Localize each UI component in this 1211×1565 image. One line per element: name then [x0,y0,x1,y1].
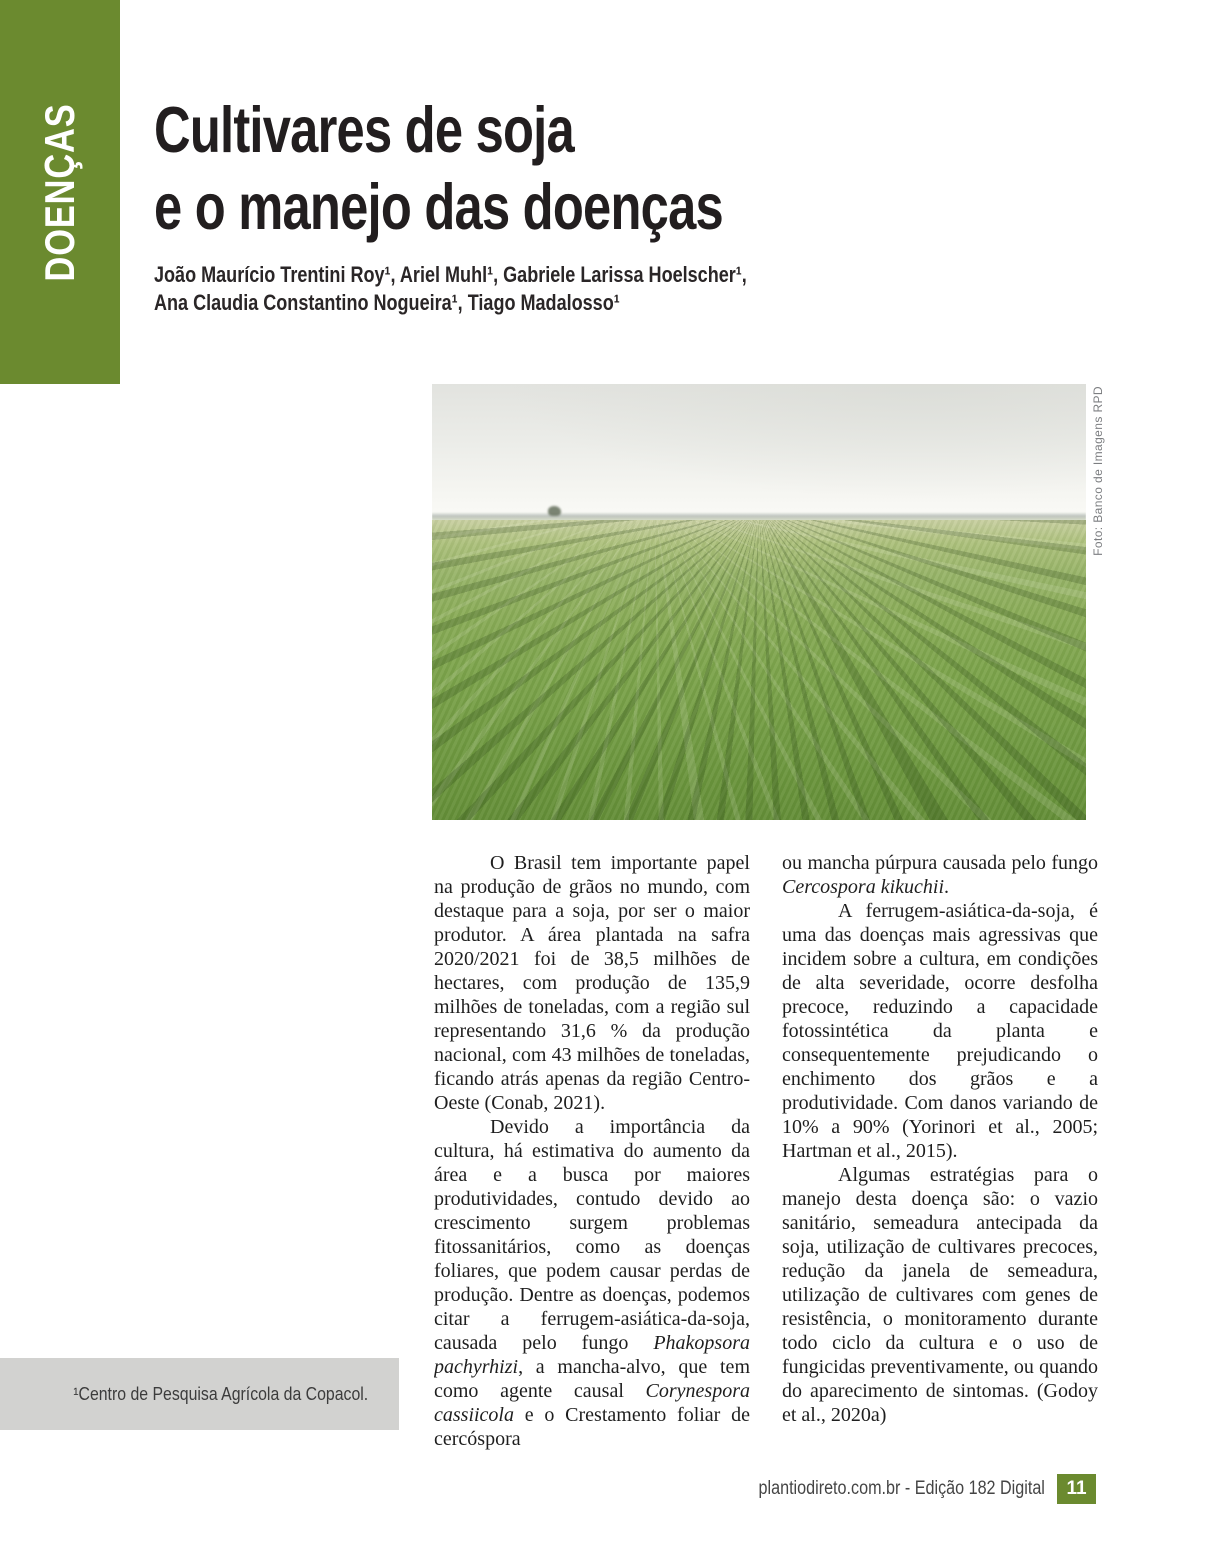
paragraph-text: ou mancha púrpura causada pelo fungo [782,852,1098,874]
photo-sky [432,384,1086,520]
category-label-box [0,0,120,384]
photo-credit: Foto: Banco de Imagens RPD [1091,386,1105,556]
authors-line-1: João Maurício Trentini Roy¹, Ariel Muhl¹, Gabriele Larissa Hoelscher¹, [154,262,747,287]
photo-distant-tree [548,506,561,516]
paragraph-text: , a mancha-alvo, que tem como agente causal [434,1356,750,1402]
authors [154,261,877,317]
paragraph-text: A ferrugem-asiática-da-soja, é uma das doenças mais agressivas que incidem sobre a cultura, em condições de alta severidade, ocorre desfolha precoce, reduzindo a capacidade fotossintética da planta e consequentemente prejudicando o enchimento dos grãos e a produtividade. Com danos variando de 10% a 90% (Yorinori et al., 2005; Hartman et al., 2015). [782,900,1098,1162]
soybean-field-photo [432,384,1086,820]
page-title [154,91,883,245]
species-name-italic: Cercospora kikuchii [782,876,945,898]
title-line-1: Cultivares de soja [154,93,574,166]
paragraph-text: O Brasil tem importante papel na produção de grãos no mundo, com destaque para a soja, por ser o maior produtor. A área plantada na safra 2020/2021 foi de 38,5 milhões de hectares, com produção de 135,9 milhões de toneladas, com a região sul representando 31,6 % da produção nacional, com 43 milhões de toneladas, ficando atrás apenas da região Centro-Oeste (Conab, 2021). [434,852,750,1114]
paragraph-text: Algumas estratégias para o manejo desta doença são: o vazio sanitário, semeadura antecipada da soja, utilização de cultivares precoces, redução da janela de semeadura, utilização de cultivares com genes de resistência, o monitoramento durante todo ciclo da cultura e o uso de fungicidas preventivamente, ou quando do aparecimento de sintomas. (Godoy et al., 2020a) [782,1164,1098,1426]
category-banner [0,0,120,384]
paragraph-text: Devido a importância da cultura, há estimativa do aumento da área e a busca por maiores produtividades, contudo devido ao crescimento surgem problemas fitossanitários, como as doenças foliares, que podem causar perdas de produção. Dentre as doenças, podemos citar a ferrugem-asiática-da-soja, causada pelo fungo [434,1116,750,1354]
footnote-box [0,1358,399,1430]
article-paragraph [434,851,750,1115]
photo-crop-rows [432,520,1086,820]
article-paragraph [782,1163,1098,1427]
page-number-badge: 11 [1057,1474,1096,1504]
paragraph-text: e o Crestamento foliar de cercóspora [434,1404,750,1450]
paragraph-text: . [944,876,950,898]
article-column-right [782,851,1098,1469]
species-name-italic: Phakopsora pachyrhizi [434,1332,750,1378]
article-paragraph [434,1115,750,1451]
species-name-italic: Corynespora cassiicola [434,1380,750,1426]
footer-site-edition: plantiodireto.com.br - Edição 182 Digital [758,1478,1045,1499]
article-paragraph [782,851,1098,899]
article-column-left [434,851,750,1469]
title-line-2: e o manejo das doenças [154,170,723,243]
footnote-text: ¹Centro de Pesquisa Agrícola da Copacol. [73,1383,368,1404]
article-paragraph [782,899,1098,1163]
category-label: DOENÇAS [36,103,83,281]
authors-line-2: Ana Claudia Constantino Nogueira¹, Tiago Madalosso¹ [154,290,620,315]
page-footer [708,1474,1096,1504]
